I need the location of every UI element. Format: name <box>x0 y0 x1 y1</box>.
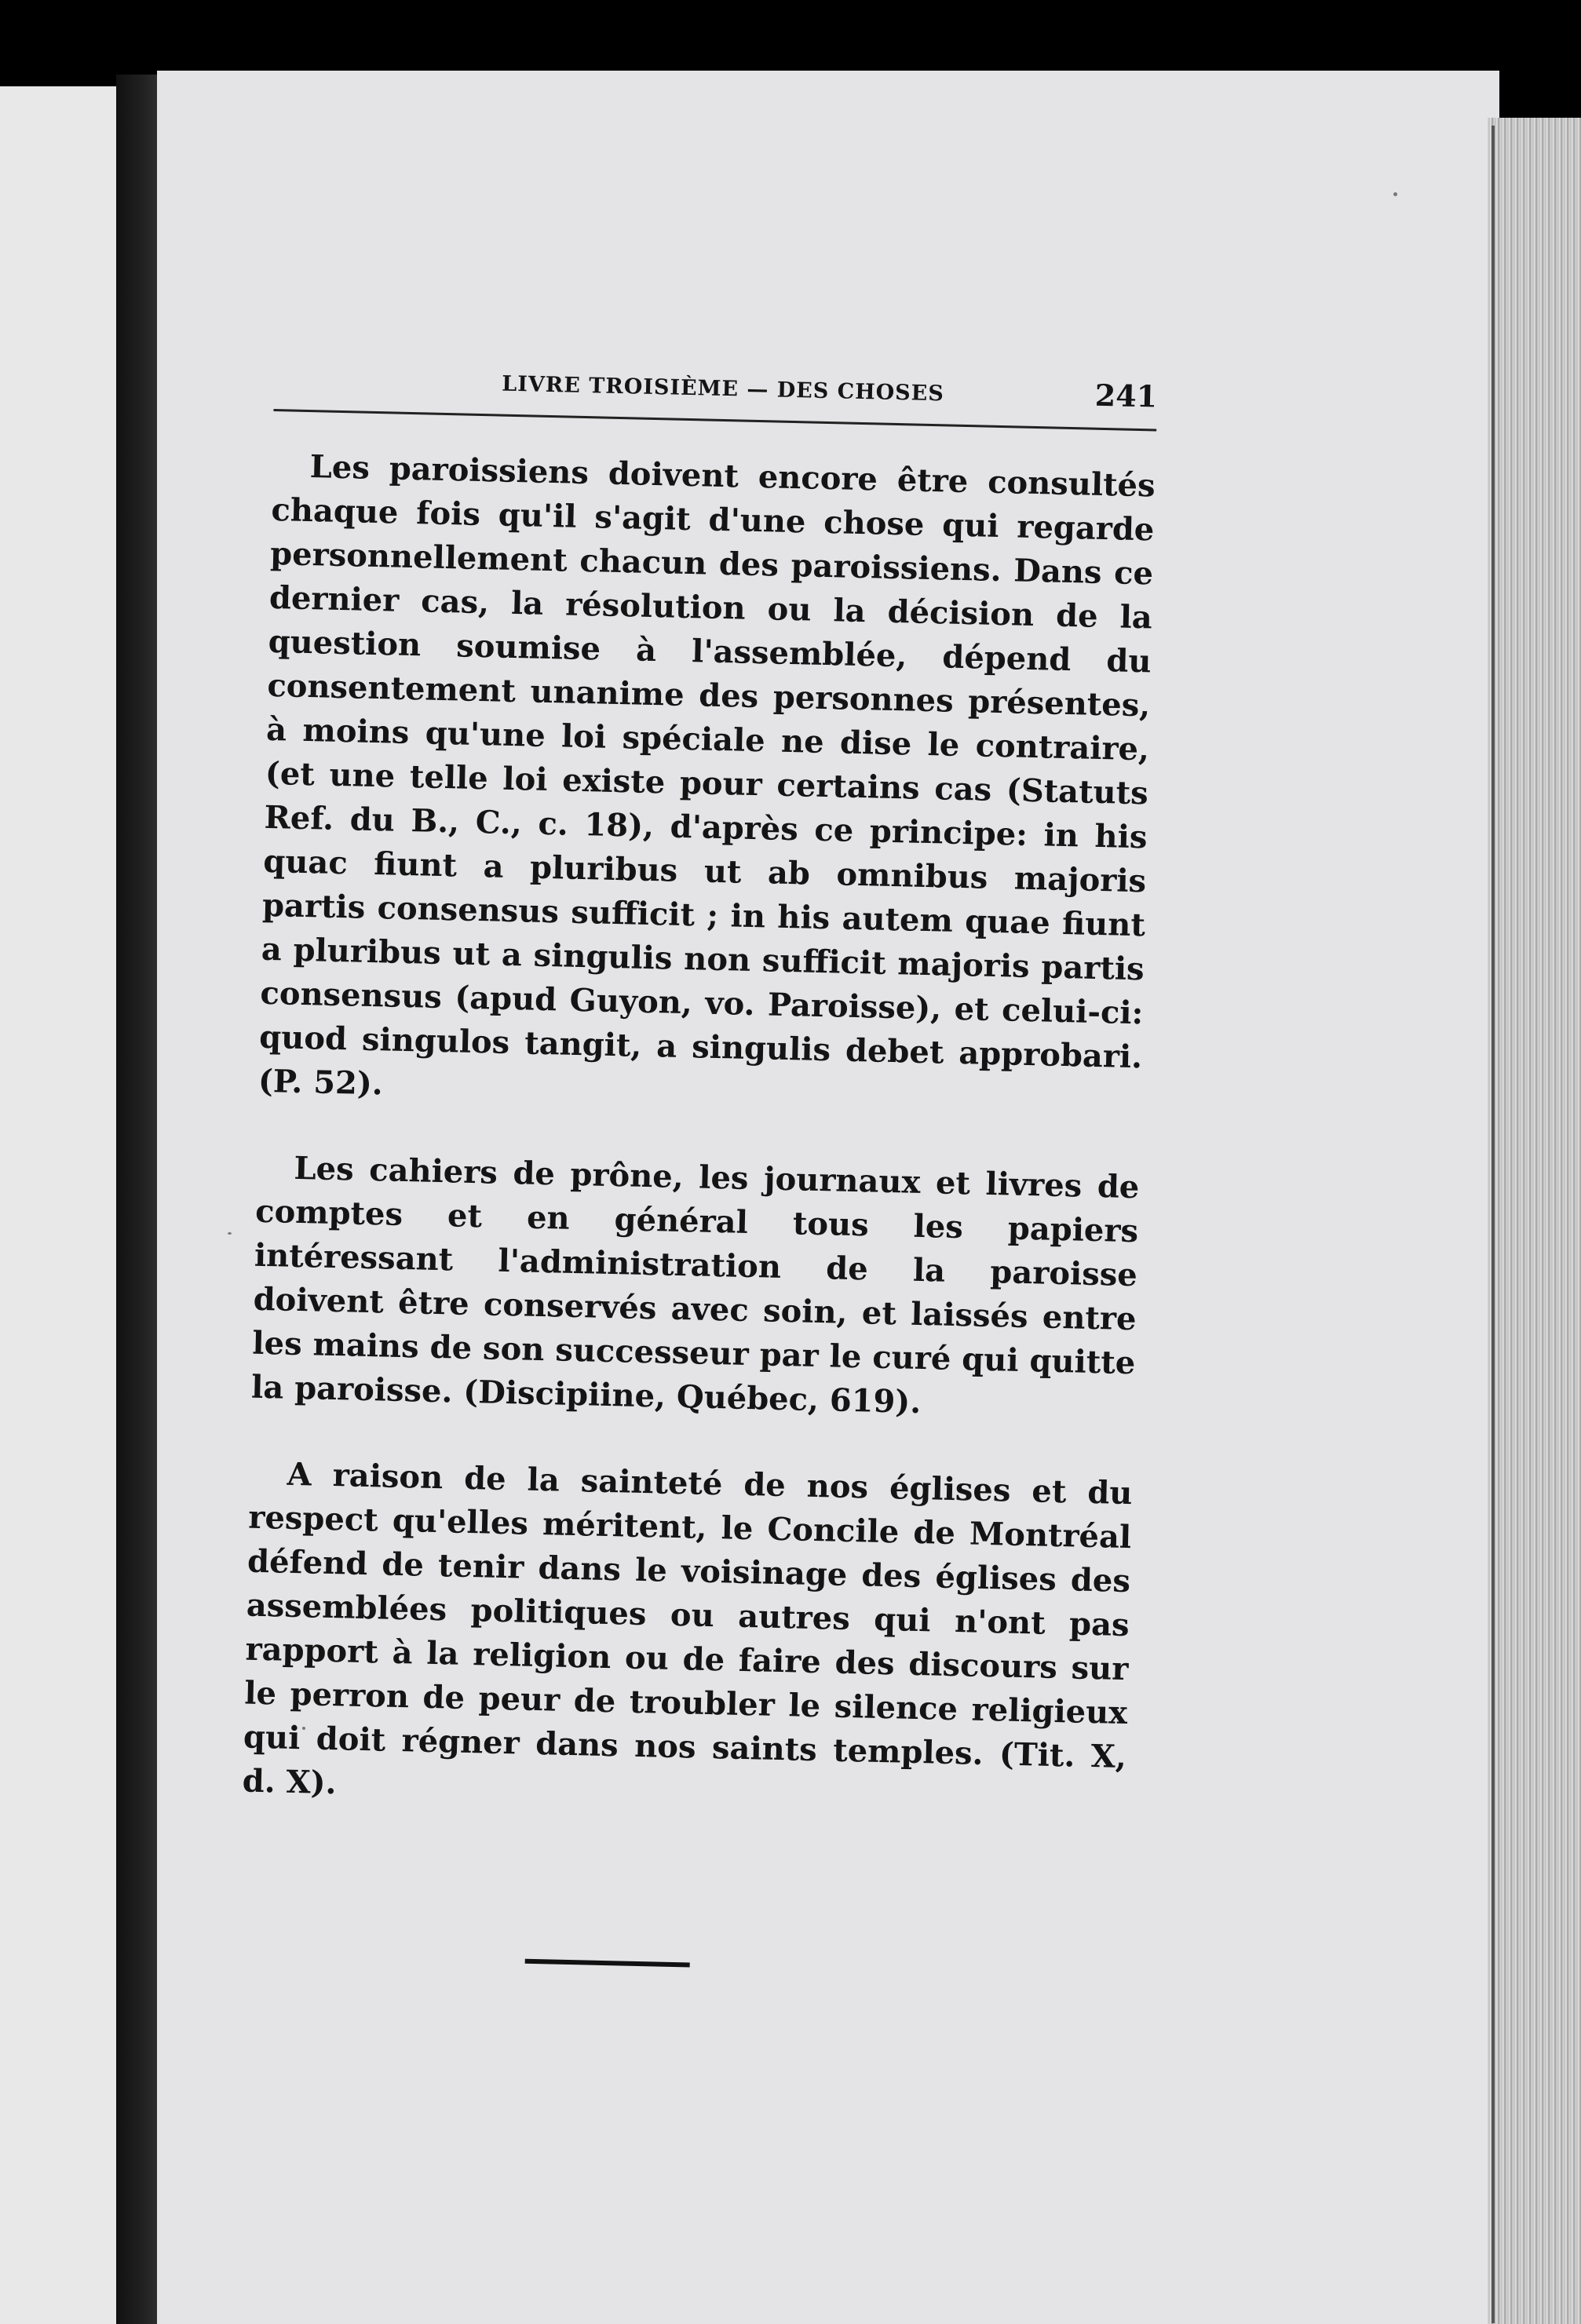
book-spine-shadow <box>116 75 163 2324</box>
left-page-edge <box>0 86 116 2324</box>
running-head: LIVRE TROISIÈME — DES CHOSES <box>501 371 945 407</box>
paragraph-parish-records: Les cahiers de prône, les journaux et livres de comptes et en général tous les papiers intéressant l'administration de la paroisse doivent être conservés avec soin, et laissés entre les mains de son successeur par le curé qui quitte la paroisse. (Discipiine, Québec, 619). <box>250 1149 1140 1421</box>
dust-speck <box>228 1232 232 1235</box>
paragraph-church-assemblies: A raison de la sainteté de nos églises et du respect qu'elles méritent, le Concile de Montréal défend de tenir dans le voisinage des églises des assemblées politiques ou autres qui n'ont pas rapport à la religion ou de faire des discours sur le perron de peur de troubler le silence religieux qui doit régner dans nos saints temples. (Tit. X, d. X). <box>242 1455 1133 1802</box>
paragraph-parishioners-consultation: Les paroissiens doivent encore être consultés chaque fois qu'il s'agit d'une chose qui regarde personnellement chacun des paroissiens. Dans ce dernier cas, la résolution ou la décision de la question soumise à l'assemblée, dépend du consentement unanime des personnes présentes, à moins qu'une loi spéciale ne dise le contraire, (et une telle loi existe pour certains cas (Statuts Ref. du B., C., c. 18), d'après ce principe: in his quac fiunt a pluribus ut ab omnibus majoris partis consensus sufficit ; in his autem quae fiunt a pluribus ut a singulis non sufficit majoris partis consensus (apud Guyon, vo. Paroisse), et celui-ci: quod singulos tangit, a singulis debet approbari. (P. 52). <box>257 448 1156 1103</box>
page-text-block <box>239 357 1158 1977</box>
fore-edge-shadow <box>1492 126 1495 2323</box>
dust-speck <box>1393 192 1397 196</box>
page-number: 241 <box>1094 377 1158 414</box>
page-fore-edge <box>1488 118 1581 2324</box>
